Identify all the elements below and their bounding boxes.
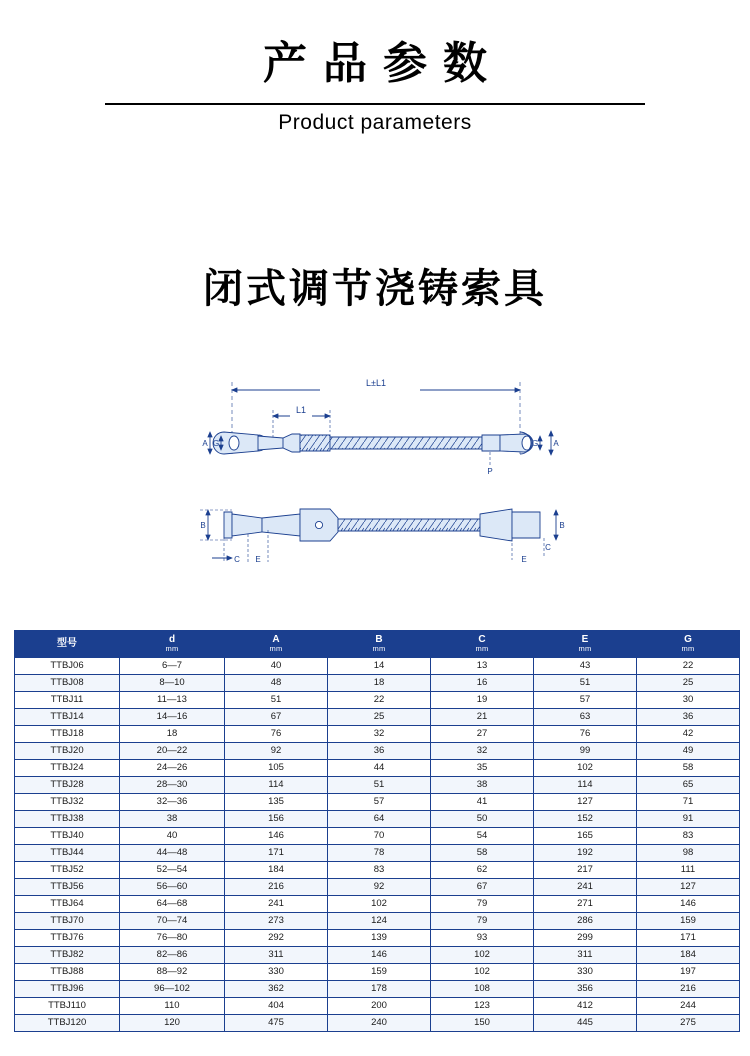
cell-model: TTBJ52 — [15, 862, 120, 879]
cell-model: TTBJ120 — [15, 1015, 120, 1032]
table-row — [15, 811, 740, 828]
th-a-label: A — [272, 633, 280, 645]
cell-value: 58 — [431, 845, 534, 862]
cell-value: 25 — [637, 675, 740, 692]
cell-value: 36 — [637, 709, 740, 726]
table-row — [15, 675, 740, 692]
th-c — [431, 631, 534, 658]
cell-value: 43 — [534, 658, 637, 675]
cell-value: 25 — [328, 709, 431, 726]
cell-model: TTBJ88 — [15, 964, 120, 981]
th-d — [120, 631, 225, 658]
cell-value: 40 — [120, 828, 225, 845]
cell-value: 184 — [225, 862, 328, 879]
drawing-svg — [0, 362, 750, 592]
cell-value: 14 — [328, 658, 431, 675]
cell-value: 52—54 — [120, 862, 225, 879]
th-e-label: E — [581, 633, 589, 645]
cell-value: 178 — [328, 981, 431, 998]
dim-label-a-left: A — [202, 438, 208, 448]
cell-value: 124 — [328, 913, 431, 930]
table-row — [15, 726, 740, 743]
cell-value: 27 — [431, 726, 534, 743]
th-g-unit: mm — [681, 644, 695, 654]
spec-table-wrap — [14, 630, 736, 1032]
cell-value: 165 — [534, 828, 637, 845]
cell-value: 120 — [120, 1015, 225, 1032]
table-row — [15, 828, 740, 845]
cell-model: TTBJ110 — [15, 998, 120, 1015]
cell-value: 91 — [637, 811, 740, 828]
cell-value: 51 — [225, 692, 328, 709]
cell-value: 11—13 — [120, 692, 225, 709]
cell-value: 102 — [431, 964, 534, 981]
cell-value: 13 — [431, 658, 534, 675]
cell-model: TTBJ70 — [15, 913, 120, 930]
cell-value: 42 — [637, 726, 740, 743]
spec-table-head — [15, 631, 740, 658]
cell-model: TTBJ76 — [15, 930, 120, 947]
cell-value: 49 — [637, 743, 740, 760]
cell-value: 275 — [637, 1015, 740, 1032]
cell-value: 200 — [328, 998, 431, 1015]
cell-value: 292 — [225, 930, 328, 947]
cell-value: 38 — [431, 777, 534, 794]
cell-value: 38 — [120, 811, 225, 828]
dim-label-g-right: G — [531, 438, 539, 448]
cell-value: 22 — [328, 692, 431, 709]
th-c-unit: mm — [475, 644, 489, 654]
cell-value: 76 — [534, 726, 637, 743]
cell-value: 40 — [225, 658, 328, 675]
cell-value: 146 — [328, 947, 431, 964]
cell-value: 146 — [225, 828, 328, 845]
cell-value: 102 — [328, 896, 431, 913]
cell-value: 44—48 — [120, 845, 225, 862]
table-row — [15, 930, 740, 947]
table-row — [15, 896, 740, 913]
th-c-label: C — [478, 633, 486, 645]
cell-value: 197 — [637, 964, 740, 981]
cell-value: 41 — [431, 794, 534, 811]
cell-value: 93 — [431, 930, 534, 947]
cell-value: 330 — [534, 964, 637, 981]
cell-value: 83 — [637, 828, 740, 845]
cell-model: TTBJ32 — [15, 794, 120, 811]
cell-value: 78 — [328, 845, 431, 862]
cell-model: TTBJ28 — [15, 777, 120, 794]
cell-value: 28—30 — [120, 777, 225, 794]
cell-value: 216 — [225, 879, 328, 896]
dim-label-c-right: C — [545, 542, 551, 552]
dim-label-p: P — [487, 466, 493, 476]
cell-value: 20—22 — [120, 743, 225, 760]
cell-value: 98 — [637, 845, 740, 862]
cell-value: 32 — [328, 726, 431, 743]
table-row — [15, 777, 740, 794]
th-g — [637, 631, 740, 658]
cell-value: 111 — [637, 862, 740, 879]
th-g-label: G — [684, 633, 692, 645]
cell-model: TTBJ08 — [15, 675, 120, 692]
cell-value: 152 — [534, 811, 637, 828]
cell-value: 92 — [328, 879, 431, 896]
table-row — [15, 709, 740, 726]
cell-value: 311 — [534, 947, 637, 964]
cell-value: 102 — [534, 760, 637, 777]
cell-model: TTBJ38 — [15, 811, 120, 828]
cell-value: 404 — [225, 998, 328, 1015]
cell-value: 36 — [328, 743, 431, 760]
cell-value: 475 — [225, 1015, 328, 1032]
table-row — [15, 1015, 740, 1032]
cell-value: 99 — [534, 743, 637, 760]
cell-value: 311 — [225, 947, 328, 964]
cell-value: 244 — [637, 998, 740, 1015]
cell-value: 14—16 — [120, 709, 225, 726]
cell-value: 110 — [120, 998, 225, 1015]
cell-model: TTBJ18 — [15, 726, 120, 743]
cell-value: 67 — [225, 709, 328, 726]
cell-value: 70 — [328, 828, 431, 845]
cell-value: 54 — [431, 828, 534, 845]
cell-value: 44 — [328, 760, 431, 777]
th-e — [534, 631, 637, 658]
spec-table-body — [15, 658, 740, 1032]
cell-value: 32 — [431, 743, 534, 760]
cell-model: TTBJ14 — [15, 709, 120, 726]
table-row — [15, 845, 740, 862]
table-row — [15, 964, 740, 981]
cell-model: TTBJ56 — [15, 879, 120, 896]
cell-value: 159 — [637, 913, 740, 930]
cell-value: 50 — [431, 811, 534, 828]
cell-value: 18 — [120, 726, 225, 743]
cell-model: TTBJ06 — [15, 658, 120, 675]
spec-table — [14, 630, 740, 1032]
cell-value: 240 — [328, 1015, 431, 1032]
cell-value: 30 — [637, 692, 740, 709]
cell-value: 150 — [431, 1015, 534, 1032]
dim-label-e-right: E — [521, 554, 527, 564]
technical-drawing — [0, 362, 750, 592]
table-row — [15, 692, 740, 709]
cell-value: 71 — [637, 794, 740, 811]
cell-value: 64 — [328, 811, 431, 828]
table-row — [15, 913, 740, 930]
cell-value: 64—68 — [120, 896, 225, 913]
cell-model: TTBJ96 — [15, 981, 120, 998]
dim-label-b-left: B — [200, 520, 206, 530]
page-title-en: Product parameters — [278, 110, 472, 134]
cell-model: TTBJ24 — [15, 760, 120, 777]
th-b — [328, 631, 431, 658]
cell-value: 102 — [431, 947, 534, 964]
table-row — [15, 947, 740, 964]
cell-model: TTBJ64 — [15, 896, 120, 913]
page-header — [0, 0, 750, 135]
cell-value: 445 — [534, 1015, 637, 1032]
cell-value: 356 — [534, 981, 637, 998]
cell-value: 184 — [637, 947, 740, 964]
cell-value: 271 — [534, 896, 637, 913]
table-row — [15, 760, 740, 777]
cell-value: 123 — [431, 998, 534, 1015]
cell-value: 273 — [225, 913, 328, 930]
th-e-unit: mm — [578, 644, 592, 654]
cell-value: 19 — [431, 692, 534, 709]
th-b-label: B — [375, 633, 383, 645]
cell-value: 114 — [534, 777, 637, 794]
dim-label-overall-length: L±L1 — [366, 377, 386, 388]
cell-value: 57 — [534, 692, 637, 709]
cell-value: 16 — [431, 675, 534, 692]
cell-value: 171 — [225, 845, 328, 862]
cell-value: 18 — [328, 675, 431, 692]
cell-value: 67 — [431, 879, 534, 896]
cell-value: 412 — [534, 998, 637, 1015]
cell-value: 135 — [225, 794, 328, 811]
th-b-unit: mm — [372, 644, 386, 654]
th-d-label: d — [168, 633, 176, 645]
cell-value: 48 — [225, 675, 328, 692]
cell-value: 76 — [225, 726, 328, 743]
product-title: 闭式调节浇铸索具 — [203, 266, 547, 311]
cell-value: 57 — [328, 794, 431, 811]
cell-value: 51 — [534, 675, 637, 692]
cell-value: 171 — [637, 930, 740, 947]
cell-value: 146 — [637, 896, 740, 913]
cell-model: TTBJ11 — [15, 692, 120, 709]
cell-model: TTBJ82 — [15, 947, 120, 964]
cell-value: 58 — [637, 760, 740, 777]
cell-value: 82—86 — [120, 947, 225, 964]
cell-value: 88—92 — [120, 964, 225, 981]
cell-value: 156 — [225, 811, 328, 828]
dim-label-l1: L1 — [295, 404, 307, 415]
cell-value: 6—7 — [120, 658, 225, 675]
dim-label-g-left: G — [212, 438, 220, 448]
cell-value: 127 — [534, 794, 637, 811]
cell-value: 62 — [431, 862, 534, 879]
cell-value: 51 — [328, 777, 431, 794]
dim-label-a-right: A — [553, 438, 559, 448]
cell-value: 83 — [328, 862, 431, 879]
cell-value: 79 — [431, 913, 534, 930]
cell-value: 330 — [225, 964, 328, 981]
dim-label-e-left: E — [255, 554, 261, 564]
th-a-unit: mm — [269, 644, 283, 654]
cell-value: 241 — [225, 896, 328, 913]
cell-value: 63 — [534, 709, 637, 726]
cell-value: 96—102 — [120, 981, 225, 998]
table-row — [15, 743, 740, 760]
cell-value: 139 — [328, 930, 431, 947]
cell-value: 192 — [534, 845, 637, 862]
cell-value: 65 — [637, 777, 740, 794]
cell-value: 108 — [431, 981, 534, 998]
cell-value: 56—60 — [120, 879, 225, 896]
table-row — [15, 879, 740, 896]
cell-value: 32—36 — [120, 794, 225, 811]
th-d-unit: mm — [165, 644, 179, 654]
cell-value: 216 — [637, 981, 740, 998]
cell-model: TTBJ44 — [15, 845, 120, 862]
cell-value: 362 — [225, 981, 328, 998]
cell-value: 76—80 — [120, 930, 225, 947]
cell-value: 35 — [431, 760, 534, 777]
dim-label-c: C — [234, 554, 240, 564]
cell-value: 127 — [637, 879, 740, 896]
cell-value: 159 — [328, 964, 431, 981]
table-row — [15, 794, 740, 811]
cell-value: 21 — [431, 709, 534, 726]
header-divider — [105, 103, 645, 105]
cell-value: 241 — [534, 879, 637, 896]
dim-label-b-right: B — [559, 520, 565, 530]
cell-value: 114 — [225, 777, 328, 794]
th-model-label: 型号 — [57, 637, 77, 649]
cell-value: 92 — [225, 743, 328, 760]
table-row — [15, 658, 740, 675]
cell-value: 105 — [225, 760, 328, 777]
cell-value: 217 — [534, 862, 637, 879]
cell-value: 8—10 — [120, 675, 225, 692]
table-row — [15, 981, 740, 998]
cell-value: 70—74 — [120, 913, 225, 930]
cell-value: 79 — [431, 896, 534, 913]
th-a — [225, 631, 328, 658]
table-row — [15, 998, 740, 1015]
cell-model: TTBJ20 — [15, 743, 120, 760]
cell-model: TTBJ40 — [15, 828, 120, 845]
cell-value: 286 — [534, 913, 637, 930]
page-title-cn: 产品参数 — [263, 39, 503, 88]
th-model — [15, 631, 120, 658]
cell-value: 22 — [637, 658, 740, 675]
cell-value: 24—26 — [120, 760, 225, 777]
cell-value: 299 — [534, 930, 637, 947]
table-row — [15, 862, 740, 879]
table-header-row — [15, 631, 740, 658]
